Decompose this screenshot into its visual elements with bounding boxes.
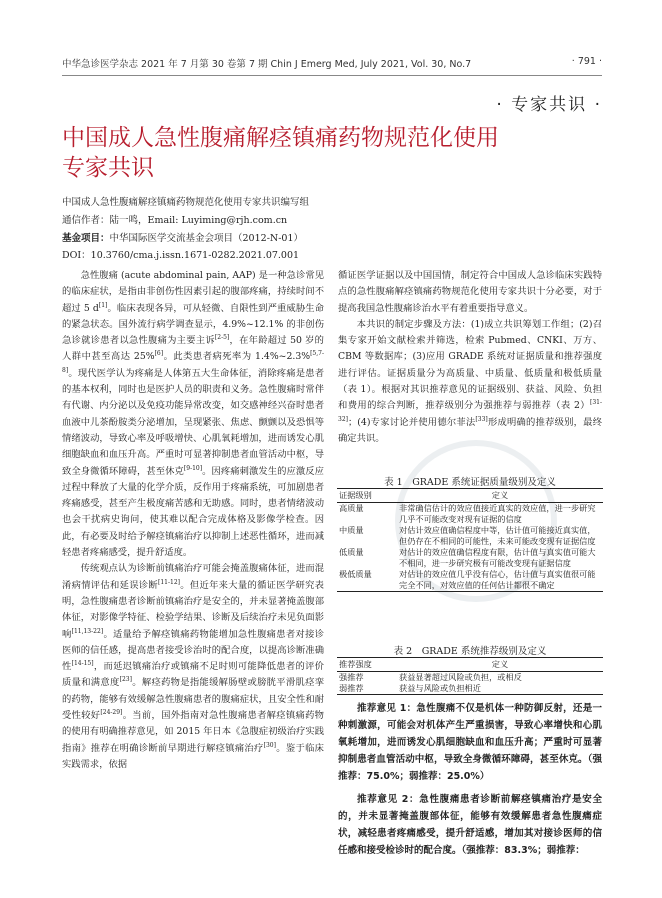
table-header: 推荐强度 [337, 658, 397, 672]
table-cell: 低质量 [339, 547, 364, 557]
running-header [62, 56, 602, 72]
ref-link[interactable]: [9-10] [183, 464, 203, 472]
table-header: 定义 [397, 658, 603, 672]
table-row [337, 525, 603, 547]
author-group: 中国成人急性腹痛解痉镇痛药物规范化使用专家共识编写组 [62, 197, 310, 208]
ref-link[interactable]: [31-32] [338, 399, 602, 423]
paragraph-continued: 循证医学证据以及中国国情，制定符合中国成人急诊临床实践特点的急性腹痛解痉镇痛药物规范化使用专家共识十分必要，对于提高我国急性腹痛诊治水平有着重要指导意义。 [338, 270, 602, 314]
recommendation-2: 推荐意见 2：急性腹痛患者诊断前解痉镇痛治疗是安全的，并未显著掩盖腹部体征，能够有效缓解患者急性腹痛症状，减轻患者疼痛感受，提升舒适感，增加其对接诊医师的信任感和接受检诊时的配合度。（强推荐：83.3%；弱推荐： [338, 794, 602, 856]
ref-link[interactable]: [33] [475, 415, 488, 423]
ref-link[interactable]: [1] [98, 301, 108, 309]
ref-link[interactable]: [11-12] [158, 578, 180, 586]
column-label: · 专家共识 · [496, 95, 602, 115]
header-rule [62, 75, 602, 76]
doi-line: DOI：10.3760/cma.j.issn.1671-0282.2021.07.001 [62, 250, 300, 261]
ref-link[interactable]: [24-29] [100, 708, 123, 716]
table2 [337, 657, 603, 695]
page-number: · 791 · [571, 56, 602, 67]
table-cell: 极低质量 [337, 569, 397, 592]
left-column [62, 268, 324, 773]
ref-link[interactable]: [23] [119, 676, 132, 684]
table-row [337, 503, 603, 526]
email-label: Email: [147, 215, 182, 226]
ref-link[interactable]: [5,7-8] [62, 350, 325, 374]
ref-link[interactable]: [6] [154, 350, 164, 358]
journal-citation: 中华急诊医学杂志 2021 年 7 月第 30 卷第 7 期 Chin J Emerg Med, July 2021, Vol. 30, No.7 [62, 59, 472, 70]
article-title [62, 123, 592, 183]
table1 [337, 488, 603, 592]
ref-link[interactable]: [14-15] [71, 660, 94, 668]
table-header: 证据级别 [337, 489, 397, 503]
table-row [337, 683, 603, 695]
table-row [337, 569, 603, 592]
table-cell: 高质量 [339, 503, 364, 513]
table-row [337, 672, 603, 684]
table-header-row [337, 658, 603, 672]
ref-link[interactable]: [30] [263, 741, 276, 749]
table2-caption: 表 2 GRADE 系统推荐级别及定义 [393, 646, 547, 657]
table-cell: 对估计的效应值确信程度有限，估计值与真实值可能大不相同，进一步研究极有可能改变现有证据信度 [399, 547, 596, 568]
table-cell: 中质量 [339, 525, 364, 535]
recommendation-1: 推荐意见 1：急性腹痛不仅是机体一种防御反射，还是一种刺激源，可能会对机体产生严重损害，导致心率增快和心肌氧耗增加，进而诱发心肌细胞缺血和血压升高；严重时可显著抑制患者血管活动中枢，导致全身微循环障碍，甚至休克。（强推荐：75.0%；弱推荐：25.0%） [338, 703, 602, 782]
corresponding-author [62, 214, 287, 228]
email-link[interactable]: Luyiming@rjh.com.cn [181, 215, 288, 226]
fund-line [62, 232, 303, 246]
table-cell: 获益与风险或负担相近 [397, 683, 603, 695]
table-cell: 对估计的效应值几乎没有信心，估计值与真实值很可能完全不同，对效应值的任何估计都很不确定 [397, 569, 603, 592]
ref-link[interactable]: [11,13-22] [71, 627, 104, 635]
table1-caption: 表 1 GRADE 系统证据质量级别及定义 [384, 477, 556, 488]
table-cell: 弱推荐 [337, 683, 397, 695]
right-column [338, 268, 602, 447]
paragraph-1: 急性腹痛 (acute abdominal pain, AAP) 是一种急诊常见的临床症状，是指由非创伤性因素引起的腹部疼痛，持续时间不超过 5 d[1]。临床表现各异，可从轻微、自限性到严重威胁生命的紧急状态。国外流行病学调查显示，4.9%~12.1% 的非创伤急诊就诊患者以急性腹痛为主要主诉[2-5]，在年龄超过 50 岁的人群中甚至高达 25%[6]。此类患者病死率为 1.4%~2.3%[5,7-8]。现代医学认为疼痛是人体第五大生命体征，消除疼痛是患者的基本权利，同时也是医护人员的职责和义务。急性腹痛时常伴有代谢、内分泌以及免疫功能异常改变，如交感神经兴奋时患者血液中儿茶酚胺类分泌增加，呈现紧张、焦虑、颤颤以及恐惧等情绪波动，导致心率及呼吸增快、心肌氧耗增加，进而诱发心肌细胞缺血和血压升高。严重时可显著抑制患者血管活动中枢，导致全身微循环障碍，甚至休克[9-10]。因疼痛刺激发生的应激反应过程中释放了大量的化学介质，反作用于疼痛系统，可加剧患者疼痛感受，甚至产生极度痛苦感和无助感。同时，患者情绪波动也会干扰病史询问，使其难以配合完成体格及影像学检查。因此，有必要及时给予解痉镇痛治疗以抑制上述恶性循环，进而减轻患者疼痛感受，提升舒适度。 [62, 270, 325, 559]
table-header-row [337, 489, 603, 503]
recommendations [338, 700, 602, 859]
table-cell: 获益显著超过风险或负担，或相反 [399, 672, 522, 682]
table-cell: 对估计效应值确信程度中等，估计值可能接近真实值，但仍存在不相同的可能性，未来可能改变现有证据信度 [399, 525, 596, 546]
fund-label: 基金项目： [62, 233, 110, 244]
paragraph-methods: 本共识的制定步骤及方法：(1)成立共识筹划工作组；(2)召集专家开始文献检索并筛选，检索 Pubmed、CNKI、万方、CBM 等数据库；(3)应用 GRADE 系统对证据质量和推荐强度进行评估。证据质量分为高质量、中质量、低质量和极低质量（表 1）。根据对其识推荐意见的证据级别、获益、风险、负担和费用的综合判断，推荐级别分为强推荐与弱推荐（表 2）[31-32]；(4)专家讨论并使用德尔菲法[33]形成明确的推荐级别，最终确定共识。 [338, 318, 602, 444]
table-header: 定义 [397, 489, 603, 503]
title-line-1: 中国成人急性腹痛解痉镇痛药物规范化使用 [62, 125, 499, 151]
table-row [337, 547, 603, 569]
ref-link[interactable]: [2-5] [214, 334, 230, 342]
table-cell: 强推荐 [339, 672, 364, 682]
title-line-2: 专家共识 [62, 155, 154, 181]
corresponding-name: 陆一鸣， [109, 215, 148, 226]
corresponding-label: 通信作者： [62, 215, 110, 226]
paragraph-2: 传统观点认为诊断前镇痛治疗可能会掩盖腹痛体征，进而混淆病情评估和延误诊断[11-12]。但近年来大量的循证医学研究表明，急性腹痛患者诊断前镇痛治疗是安全的，并未显著掩盖腹部体征，对影像学特征、检验学结果、诊断及后续治疗未见负面影响[11,13-22]。适量给予解痉镇痛药物能增加急性腹痛患者对接诊医师的信任感，提高患者接受诊治时的配合度，以提高诊断准确性[14-15]，而延迟镇痛治疗或镇痛不足时则可能降低患者的评价质量和满意度[23]。解痉药物是指能缓解肠壁或膀胱平滑肌痉挛的药物，能够有效缓解急性腹痛患者的腹痛症状，且安全性和耐受性较好[24-29]。当前，国外指南对急性腹痛患者解痉镇痛药物的使用有明确推荐意见，如 2015 年日本《急腹症初级治疗实践指南》推荐在明确诊断前早期进行解痉镇痛治疗[30]。鉴于临床实践需求，依据 [62, 563, 324, 770]
table-cell: 非常确信估计的效应值接近真实的效应值，进一步研究几乎不可能改变对现有证据的信度 [399, 503, 596, 524]
fund-text: 中华国际医学交流基金会项目（2012-N-01） [109, 233, 304, 244]
